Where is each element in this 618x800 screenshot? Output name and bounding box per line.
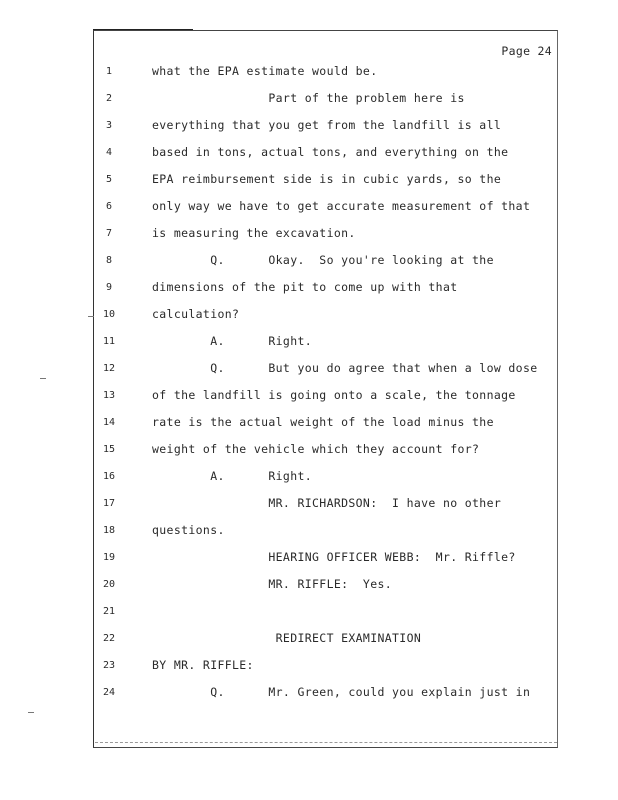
line-number: 1 bbox=[105, 66, 113, 77]
transcript-line bbox=[0, 685, 618, 705]
line-text: questions. bbox=[152, 523, 225, 537]
line-number: 7 bbox=[105, 228, 113, 239]
line-number: 17 bbox=[102, 498, 116, 509]
transcript-line bbox=[0, 307, 618, 327]
line-text: weight of the vehicle which they account for? bbox=[152, 442, 480, 456]
line-text: Part of the problem here is bbox=[152, 91, 465, 105]
line-text: is measuring the excavation. bbox=[152, 226, 356, 240]
line-text: what the EPA estimate would be. bbox=[152, 64, 378, 78]
line-number: 14 bbox=[102, 417, 116, 428]
line-text: REDIRECT EXAMINATION bbox=[152, 631, 422, 645]
transcript-line bbox=[0, 415, 618, 435]
transcript-line bbox=[0, 91, 618, 111]
line-text: only way we have to get accurate measurement of that bbox=[152, 199, 531, 213]
line-text: Q. Okay. So you're looking at the bbox=[152, 253, 494, 267]
line-number: 6 bbox=[105, 201, 113, 212]
line-number: 5 bbox=[105, 174, 113, 185]
line-number: 21 bbox=[102, 606, 116, 617]
transcript-line bbox=[0, 64, 618, 84]
line-number: 10 bbox=[102, 309, 116, 320]
line-text: MR. RIFFLE: Yes. bbox=[152, 577, 393, 591]
transcript-line bbox=[0, 469, 618, 489]
line-text: dimensions of the pit to come up with that bbox=[152, 280, 458, 294]
line-text: EPA reimbursement side is in cubic yards, so the bbox=[152, 172, 502, 186]
margin-mark bbox=[28, 712, 34, 713]
transcript-line bbox=[0, 550, 618, 570]
line-number: 23 bbox=[102, 660, 116, 671]
line-text: rate is the actual weight of the load minus the bbox=[152, 415, 494, 429]
line-number: 11 bbox=[102, 336, 116, 347]
line-text: Q. But you do agree that when a low dose bbox=[152, 361, 538, 375]
line-text: MR. RICHARDSON: I have no other bbox=[152, 496, 502, 510]
margin-mark bbox=[88, 316, 94, 317]
transcript-line bbox=[0, 631, 618, 651]
transcript-line bbox=[0, 172, 618, 192]
line-number: 24 bbox=[102, 687, 116, 698]
line-number: 4 bbox=[105, 147, 113, 158]
transcript-line bbox=[0, 118, 618, 138]
transcript-line bbox=[0, 388, 618, 408]
line-number: 12 bbox=[102, 363, 116, 374]
line-number: 15 bbox=[102, 444, 116, 455]
line-number: 2 bbox=[105, 93, 113, 104]
page-number: Page 24 bbox=[501, 44, 552, 58]
line-number: 20 bbox=[102, 579, 116, 590]
transcript-line bbox=[0, 280, 618, 300]
line-number: 22 bbox=[102, 633, 116, 644]
line-text: HEARING OFFICER WEBB: Mr. Riffle? bbox=[152, 550, 516, 564]
transcript-line bbox=[0, 145, 618, 165]
line-text: Q. Mr. Green, could you explain just in bbox=[152, 685, 531, 699]
line-number: 18 bbox=[102, 525, 116, 536]
transcript-line bbox=[0, 361, 618, 381]
line-text: A. Right. bbox=[152, 334, 313, 348]
line-text: of the landfill is going onto a scale, the tonnage bbox=[152, 388, 516, 402]
line-number: 19 bbox=[102, 552, 116, 563]
line-text: BY MR. RIFFLE: bbox=[152, 658, 254, 672]
transcript-line bbox=[0, 577, 618, 597]
margin-mark bbox=[40, 378, 46, 379]
line-number: 8 bbox=[105, 255, 113, 266]
transcript-line bbox=[0, 334, 618, 354]
line-text: based in tons, actual tons, and everything on the bbox=[152, 145, 509, 159]
footer-rule bbox=[95, 742, 557, 746]
transcript-line bbox=[0, 658, 618, 678]
line-number: 3 bbox=[105, 120, 113, 131]
transcript-line bbox=[0, 442, 618, 462]
transcript-line bbox=[0, 523, 618, 543]
line-number: 16 bbox=[102, 471, 116, 482]
transcript-line bbox=[0, 604, 618, 624]
transcript-line bbox=[0, 226, 618, 246]
line-text: A. Right. bbox=[152, 469, 313, 483]
line-number: 9 bbox=[105, 282, 113, 293]
transcript-line bbox=[0, 253, 618, 273]
line-number: 13 bbox=[102, 390, 116, 401]
line-text: calculation? bbox=[152, 307, 240, 321]
transcript-line bbox=[0, 199, 618, 219]
transcript-line bbox=[0, 496, 618, 516]
line-text: everything that you get from the landfill is all bbox=[152, 118, 502, 132]
